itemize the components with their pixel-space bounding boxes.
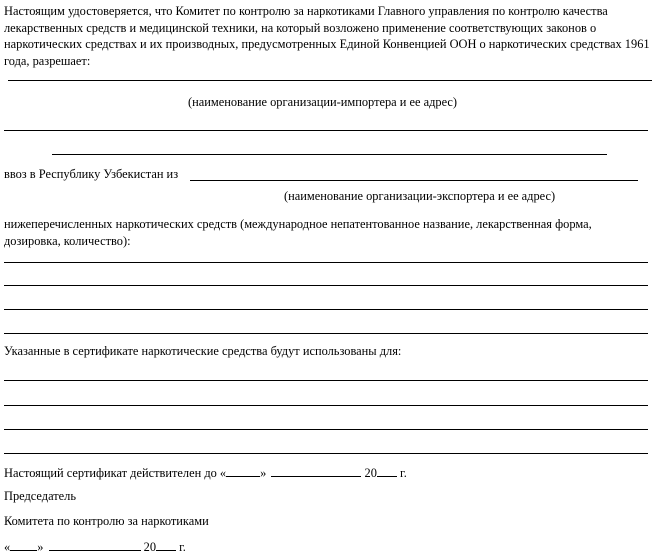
importer-line[interactable] [8, 80, 652, 81]
usage-line-3[interactable] [4, 429, 648, 430]
usage-line-1[interactable] [4, 380, 648, 381]
signature-suffix: г. [179, 540, 186, 554]
signature-open-quote: « [4, 540, 11, 554]
chairman-title: Председатель [4, 489, 77, 503]
validity-month-field[interactable] [271, 465, 361, 477]
signature-year-field[interactable] [156, 539, 176, 551]
importer-caption: (наименование организации-импортера и ее адрес) [188, 95, 458, 109]
validity-close-quote: » [260, 466, 267, 480]
exporter-caption: (наименование организации-экспортера и ее адрес) [284, 189, 556, 203]
validity-century: 20 [364, 466, 377, 480]
intro-paragraph: Настоящим удостоверяется, что Комитет по контролю за наркотиками Главного управления по контролю качества лекарственных средств и медицинской техники, на который возложено применение соответствующих законов о наркотических средствах и их производных, предусмотренных Единой Конвенцией ООН о наркотических средствах 1961 года, разрешает: [4, 4, 650, 68]
drugs-line-1[interactable] [4, 262, 648, 263]
drugs-label: нижеперечисленных наркотических средств (международное непатентованное название, лекарственная форма, дозировка, количество): [4, 217, 592, 248]
signature-day-field[interactable] [10, 539, 37, 551]
importer-line-2[interactable] [4, 130, 648, 131]
importer-line-3[interactable] [52, 154, 607, 155]
usage-line-4[interactable] [4, 453, 648, 454]
validity-day-field[interactable] [226, 465, 260, 477]
exporter-line[interactable] [190, 180, 638, 181]
signature-date-line [4, 539, 186, 555]
usage-line-2[interactable] [4, 405, 648, 406]
signature-month-field[interactable] [49, 539, 141, 551]
signature-century: 20 [143, 540, 157, 554]
validity-line [4, 465, 407, 481]
usage-label: Указанные в сертификате наркотические средства будут использованы для: [4, 344, 402, 358]
drugs-line-2[interactable] [4, 285, 648, 286]
validity-suffix: г. [400, 466, 407, 480]
import-label: ввоз в Республику Узбекистан из [4, 167, 179, 181]
validity-year-field[interactable] [377, 465, 397, 477]
drugs-line-4[interactable] [4, 333, 648, 334]
committee-name: Комитета по контролю за наркотиками [4, 514, 209, 528]
drugs-line-3[interactable] [4, 309, 648, 310]
signature-close-quote: » [37, 540, 44, 554]
validity-prefix: Настоящий сертификат действителен до « [4, 466, 227, 480]
